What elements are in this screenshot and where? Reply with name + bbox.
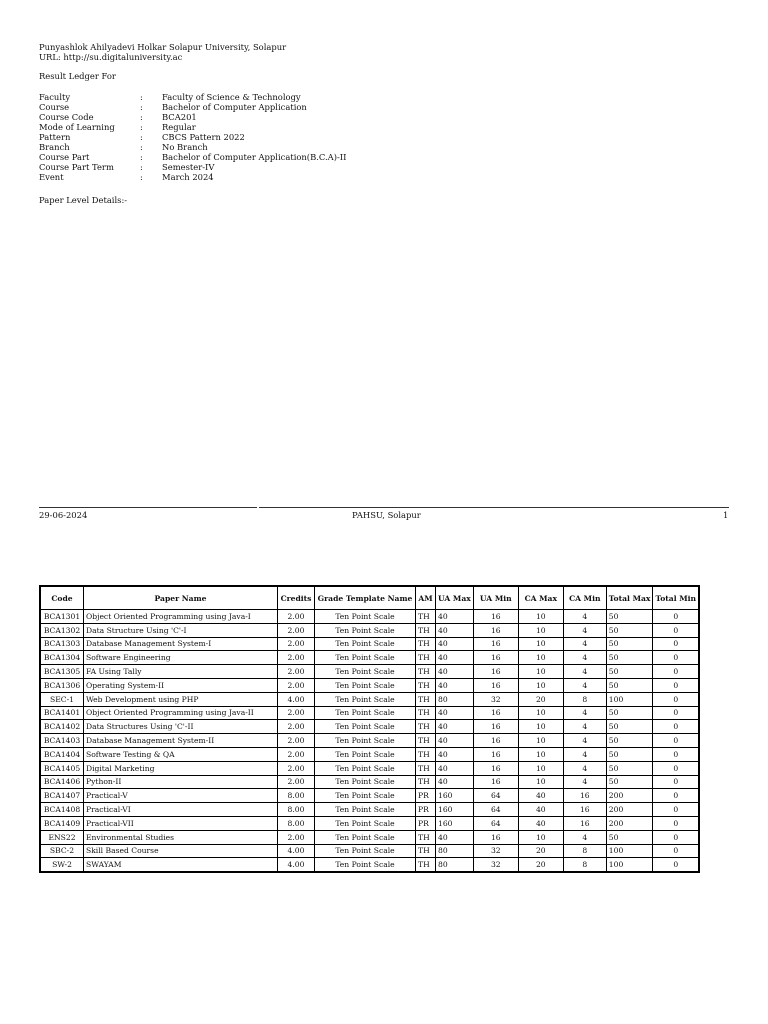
header-am: AM	[416, 586, 436, 610]
ledger-title: Result Ledger For	[39, 71, 116, 81]
cell-paper-name: Web Development using PHP	[84, 692, 278, 706]
table-row	[40, 610, 699, 624]
cell-ca-min: 4	[563, 775, 606, 789]
detail-label: Branch	[39, 142, 70, 152]
cell-total-min: 0	[653, 651, 699, 665]
cell-ua-min: 32	[473, 692, 518, 706]
cell-code: BCA1302	[40, 623, 84, 637]
cell-grade-template: Ten Point Scale	[315, 706, 416, 720]
cell-ca-min: 4	[563, 637, 606, 651]
cell-grade-template: Ten Point Scale	[315, 678, 416, 692]
cell-code: BCA1303	[40, 637, 84, 651]
cell-total-min: 0	[653, 789, 699, 803]
table-row	[40, 651, 699, 665]
cell-code: BCA1405	[40, 761, 84, 775]
detail-value: March 2024	[162, 172, 214, 182]
cell-ua-max: 40	[436, 830, 474, 844]
cell-code: BCA1306	[40, 678, 84, 692]
cell-code: BCA1402	[40, 720, 84, 734]
detail-colon: :	[140, 132, 143, 142]
cell-paper-name: FA Using Tally	[84, 665, 278, 679]
cell-am: TH	[416, 651, 436, 665]
cell-total-max: 200	[606, 789, 653, 803]
cell-credits: 2.00	[278, 775, 315, 789]
cell-code: BCA1404	[40, 747, 84, 761]
cell-ca-min: 4	[563, 747, 606, 761]
cell-ca-max: 10	[518, 747, 563, 761]
cell-grade-template: Ten Point Scale	[315, 651, 416, 665]
cell-total-min: 0	[653, 803, 699, 817]
detail-colon: :	[140, 152, 143, 162]
university-url[interactable]: URL: http://su.digitaluniversity.ac	[39, 52, 183, 62]
cell-grade-template: Ten Point Scale	[315, 803, 416, 817]
cell-total-max: 50	[606, 830, 653, 844]
table-row	[40, 623, 699, 637]
cell-am: TH	[416, 678, 436, 692]
cell-am: TH	[416, 720, 436, 734]
cell-am: TH	[416, 623, 436, 637]
cell-total-max: 200	[606, 816, 653, 830]
cell-grade-template: Ten Point Scale	[315, 844, 416, 858]
cell-code: BCA1408	[40, 803, 84, 817]
cell-total-max: 50	[606, 623, 653, 637]
cell-am: TH	[416, 637, 436, 651]
cell-ua-max: 40	[436, 665, 474, 679]
cell-total-min: 0	[653, 665, 699, 679]
cell-total-min: 0	[653, 858, 699, 872]
paper-ledger-table	[39, 585, 700, 873]
cell-ca-max: 10	[518, 775, 563, 789]
cell-ua-min: 16	[473, 623, 518, 637]
cell-credits: 2.00	[278, 830, 315, 844]
header-ca-min: CA Min	[563, 586, 606, 610]
cell-total-max: 200	[606, 803, 653, 817]
cell-ua-max: 160	[436, 789, 474, 803]
cell-total-max: 50	[606, 747, 653, 761]
cell-total-min: 0	[653, 610, 699, 624]
table-row	[40, 789, 699, 803]
cell-code: SBC-2	[40, 844, 84, 858]
cell-paper-name: Practical-V	[84, 789, 278, 803]
cell-paper-name: Object Oriented Programming using Java-II	[84, 706, 278, 720]
cell-total-min: 0	[653, 734, 699, 748]
table-row	[40, 747, 699, 761]
cell-total-max: 50	[606, 665, 653, 679]
cell-total-min: 0	[653, 816, 699, 830]
cell-total-min: 0	[653, 706, 699, 720]
cell-total-min: 0	[653, 720, 699, 734]
cell-ca-max: 40	[518, 803, 563, 817]
paper-level-heading: Paper Level Details:-	[39, 195, 128, 205]
detail-label: Faculty	[39, 92, 71, 102]
cell-credits: 2.00	[278, 623, 315, 637]
cell-code: BCA1407	[40, 789, 84, 803]
cell-ua-max: 160	[436, 816, 474, 830]
header-total-max: Total Max	[606, 586, 653, 610]
cell-credits: 2.00	[278, 734, 315, 748]
detail-colon: :	[140, 122, 143, 132]
cell-total-max: 50	[606, 734, 653, 748]
cell-grade-template: Ten Point Scale	[315, 747, 416, 761]
detail-colon: :	[140, 172, 143, 182]
detail-value: Semester-IV	[162, 162, 215, 172]
cell-total-max: 50	[606, 720, 653, 734]
cell-ua-max: 40	[436, 637, 474, 651]
cell-paper-name: Digital Marketing	[84, 761, 278, 775]
cell-ua-max: 40	[436, 623, 474, 637]
table-row	[40, 734, 699, 748]
cell-code: BCA1301	[40, 610, 84, 624]
cell-total-min: 0	[653, 775, 699, 789]
cell-ua-min: 32	[473, 858, 518, 872]
cell-ua-max: 40	[436, 706, 474, 720]
cell-ca-min: 4	[563, 706, 606, 720]
detail-value: CBCS Pattern 2022	[162, 132, 245, 142]
header-ca-max: CA Max	[518, 586, 563, 610]
cell-ca-min: 4	[563, 678, 606, 692]
cell-ua-min: 32	[473, 844, 518, 858]
cell-ua-max: 80	[436, 692, 474, 706]
cell-ua-min: 64	[473, 816, 518, 830]
cell-paper-name: Data Structure Using 'C'-I	[84, 623, 278, 637]
table-header-row	[40, 586, 699, 610]
cell-total-min: 0	[653, 678, 699, 692]
detail-label: Course Part	[39, 152, 90, 162]
cell-total-max: 50	[606, 706, 653, 720]
cell-paper-name: Object Oriented Programming using Java-I	[84, 610, 278, 624]
footer-rule-right	[259, 507, 729, 508]
cell-total-max: 50	[606, 610, 653, 624]
cell-ua-max: 40	[436, 651, 474, 665]
cell-paper-name: Python-II	[84, 775, 278, 789]
cell-ua-max: 40	[436, 775, 474, 789]
cell-ua-max: 40	[436, 720, 474, 734]
cell-code: BCA1304	[40, 651, 84, 665]
cell-ca-max: 10	[518, 678, 563, 692]
cell-paper-name: Operating System-II	[84, 678, 278, 692]
cell-grade-template: Ten Point Scale	[315, 858, 416, 872]
cell-credits: 2.00	[278, 610, 315, 624]
cell-am: TH	[416, 761, 436, 775]
cell-code: BCA1401	[40, 706, 84, 720]
cell-code: BCA1406	[40, 775, 84, 789]
cell-ca-max: 10	[518, 706, 563, 720]
detail-label: Event	[39, 172, 64, 182]
cell-paper-name: Data Structures Using 'C'-II	[84, 720, 278, 734]
cell-ca-min: 8	[563, 692, 606, 706]
cell-ua-min: 16	[473, 747, 518, 761]
cell-am: TH	[416, 775, 436, 789]
cell-ua-min: 16	[473, 720, 518, 734]
cell-ca-min: 4	[563, 651, 606, 665]
cell-ca-max: 10	[518, 665, 563, 679]
cell-paper-name: SWAYAM	[84, 858, 278, 872]
cell-code: BCA1305	[40, 665, 84, 679]
cell-grade-template: Ten Point Scale	[315, 692, 416, 706]
cell-paper-name: Practical-VI	[84, 803, 278, 817]
cell-ca-min: 16	[563, 803, 606, 817]
cell-ua-min: 64	[473, 803, 518, 817]
cell-grade-template: Ten Point Scale	[315, 623, 416, 637]
cell-am: TH	[416, 665, 436, 679]
cell-ca-min: 4	[563, 665, 606, 679]
cell-total-max: 100	[606, 692, 653, 706]
cell-paper-name: Software Testing & QA	[84, 747, 278, 761]
cell-credits: 4.00	[278, 844, 315, 858]
cell-credits: 2.00	[278, 651, 315, 665]
cell-ua-max: 40	[436, 678, 474, 692]
cell-grade-template: Ten Point Scale	[315, 665, 416, 679]
cell-am: TH	[416, 844, 436, 858]
cell-total-min: 0	[653, 637, 699, 651]
cell-ua-min: 16	[473, 678, 518, 692]
cell-grade-template: Ten Point Scale	[315, 761, 416, 775]
table-row	[40, 637, 699, 651]
table-row	[40, 678, 699, 692]
cell-credits: 8.00	[278, 803, 315, 817]
cell-ua-min: 16	[473, 610, 518, 624]
cell-credits: 2.00	[278, 637, 315, 651]
cell-code: BCA1403	[40, 734, 84, 748]
cell-credits: 2.00	[278, 747, 315, 761]
header-credits: Credits	[278, 586, 315, 610]
cell-ca-max: 10	[518, 830, 563, 844]
detail-value: BCA201	[162, 112, 197, 122]
cell-paper-name: Database Management System-I	[84, 637, 278, 651]
cell-ua-max: 40	[436, 734, 474, 748]
cell-total-max: 100	[606, 844, 653, 858]
table-row	[40, 665, 699, 679]
cell-am: TH	[416, 610, 436, 624]
cell-code: SW-2	[40, 858, 84, 872]
cell-total-max: 50	[606, 775, 653, 789]
cell-ca-min: 16	[563, 789, 606, 803]
cell-ca-min: 4	[563, 830, 606, 844]
cell-ua-min: 16	[473, 830, 518, 844]
cell-grade-template: Ten Point Scale	[315, 775, 416, 789]
cell-ca-min: 4	[563, 623, 606, 637]
table-row	[40, 706, 699, 720]
cell-paper-name: Skill Based Course	[84, 844, 278, 858]
detail-colon: :	[140, 162, 143, 172]
header-paper-name: Paper Name	[84, 586, 278, 610]
cell-grade-template: Ten Point Scale	[315, 734, 416, 748]
cell-ca-min: 16	[563, 816, 606, 830]
cell-am: PR	[416, 789, 436, 803]
cell-credits: 8.00	[278, 789, 315, 803]
cell-ca-max: 40	[518, 816, 563, 830]
table-row	[40, 858, 699, 872]
cell-ca-max: 20	[518, 844, 563, 858]
cell-total-min: 0	[653, 761, 699, 775]
cell-am: TH	[416, 858, 436, 872]
cell-total-min: 0	[653, 830, 699, 844]
detail-label: Course Part Term	[39, 162, 114, 172]
cell-total-max: 50	[606, 761, 653, 775]
cell-ca-max: 10	[518, 623, 563, 637]
footer-rule-left	[39, 507, 257, 508]
cell-ua-max: 40	[436, 761, 474, 775]
cell-am: TH	[416, 734, 436, 748]
cell-total-min: 0	[653, 623, 699, 637]
detail-colon: :	[140, 112, 143, 122]
detail-colon: :	[140, 142, 143, 152]
detail-value: Faculty of Science & Technology	[162, 92, 301, 102]
cell-paper-name: Environmental Studies	[84, 830, 278, 844]
detail-colon: :	[140, 102, 143, 112]
cell-code: BCA1409	[40, 816, 84, 830]
cell-paper-name: Database Management System-II	[84, 734, 278, 748]
cell-total-min: 0	[653, 747, 699, 761]
cell-ca-min: 4	[563, 761, 606, 775]
table-row	[40, 803, 699, 817]
cell-ca-max: 10	[518, 720, 563, 734]
cell-code: SEC-1	[40, 692, 84, 706]
cell-ca-max: 20	[518, 692, 563, 706]
cell-ua-min: 16	[473, 761, 518, 775]
cell-credits: 2.00	[278, 665, 315, 679]
university-name: Punyashlok Ahilyadevi Holkar Solapur University, Solapur	[39, 42, 287, 52]
cell-credits: 2.00	[278, 720, 315, 734]
cell-ua-min: 16	[473, 706, 518, 720]
cell-ca-max: 40	[518, 789, 563, 803]
cell-am: PR	[416, 816, 436, 830]
table-row	[40, 692, 699, 706]
cell-ua-min: 16	[473, 651, 518, 665]
cell-total-max: 100	[606, 858, 653, 872]
cell-total-min: 0	[653, 844, 699, 858]
detail-label: Mode of Learning	[39, 122, 115, 132]
cell-ua-max: 80	[436, 858, 474, 872]
cell-ca-max: 10	[518, 637, 563, 651]
footer-center: PAHSU, Solapur	[352, 510, 421, 520]
footer-date: 29-06-2024	[39, 510, 88, 520]
detail-value: Regular	[162, 122, 196, 132]
table-row	[40, 775, 699, 789]
footer-page-number: 1	[723, 510, 729, 520]
detail-label: Course	[39, 102, 70, 112]
cell-ca-max: 10	[518, 761, 563, 775]
cell-credits: 4.00	[278, 858, 315, 872]
cell-ua-min: 64	[473, 789, 518, 803]
cell-paper-name: Practical-VII	[84, 816, 278, 830]
cell-ca-min: 4	[563, 720, 606, 734]
header-ua-max: UA Max	[436, 586, 474, 610]
cell-total-max: 50	[606, 637, 653, 651]
cell-total-max: 50	[606, 678, 653, 692]
cell-ca-max: 10	[518, 610, 563, 624]
cell-ca-min: 4	[563, 610, 606, 624]
detail-colon: :	[140, 92, 143, 102]
cell-ca-min: 8	[563, 844, 606, 858]
detail-label: Pattern	[39, 132, 71, 142]
cell-am: TH	[416, 830, 436, 844]
cell-code: ENS22	[40, 830, 84, 844]
cell-am: TH	[416, 692, 436, 706]
cell-credits: 2.00	[278, 706, 315, 720]
header-ua-min: UA Min	[473, 586, 518, 610]
cell-ua-max: 80	[436, 844, 474, 858]
header-total-min: Total Min	[653, 586, 699, 610]
cell-ua-min: 16	[473, 637, 518, 651]
table-row	[40, 761, 699, 775]
cell-grade-template: Ten Point Scale	[315, 830, 416, 844]
cell-ua-min: 16	[473, 665, 518, 679]
cell-total-min: 0	[653, 692, 699, 706]
cell-ca-min: 4	[563, 734, 606, 748]
cell-ca-max: 20	[518, 858, 563, 872]
cell-ua-max: 160	[436, 803, 474, 817]
cell-ua-min: 16	[473, 775, 518, 789]
table-row	[40, 816, 699, 830]
detail-label: Course Code	[39, 112, 94, 122]
cell-grade-template: Ten Point Scale	[315, 610, 416, 624]
detail-value: Bachelor of Computer Application	[162, 102, 307, 112]
cell-total-max: 50	[606, 651, 653, 665]
detail-value: No Branch	[162, 142, 208, 152]
cell-ua-max: 40	[436, 747, 474, 761]
table-row	[40, 844, 699, 858]
cell-ua-max: 40	[436, 610, 474, 624]
cell-credits: 4.00	[278, 692, 315, 706]
cell-credits: 2.00	[278, 678, 315, 692]
cell-am: TH	[416, 706, 436, 720]
cell-paper-name: Software Engineering	[84, 651, 278, 665]
header-grade-template: Grade Template Name	[315, 586, 416, 610]
cell-am: PR	[416, 803, 436, 817]
table-row	[40, 720, 699, 734]
cell-credits: 8.00	[278, 816, 315, 830]
detail-value: Bachelor of Computer Application(B.C.A)-II	[162, 152, 347, 162]
cell-grade-template: Ten Point Scale	[315, 816, 416, 830]
cell-grade-template: Ten Point Scale	[315, 789, 416, 803]
table-row	[40, 830, 699, 844]
cell-ca-min: 8	[563, 858, 606, 872]
cell-ca-max: 10	[518, 651, 563, 665]
cell-ca-max: 10	[518, 734, 563, 748]
cell-grade-template: Ten Point Scale	[315, 637, 416, 651]
cell-grade-template: Ten Point Scale	[315, 720, 416, 734]
cell-ua-min: 16	[473, 734, 518, 748]
cell-am: TH	[416, 747, 436, 761]
cell-credits: 2.00	[278, 761, 315, 775]
header-code: Code	[40, 586, 84, 610]
